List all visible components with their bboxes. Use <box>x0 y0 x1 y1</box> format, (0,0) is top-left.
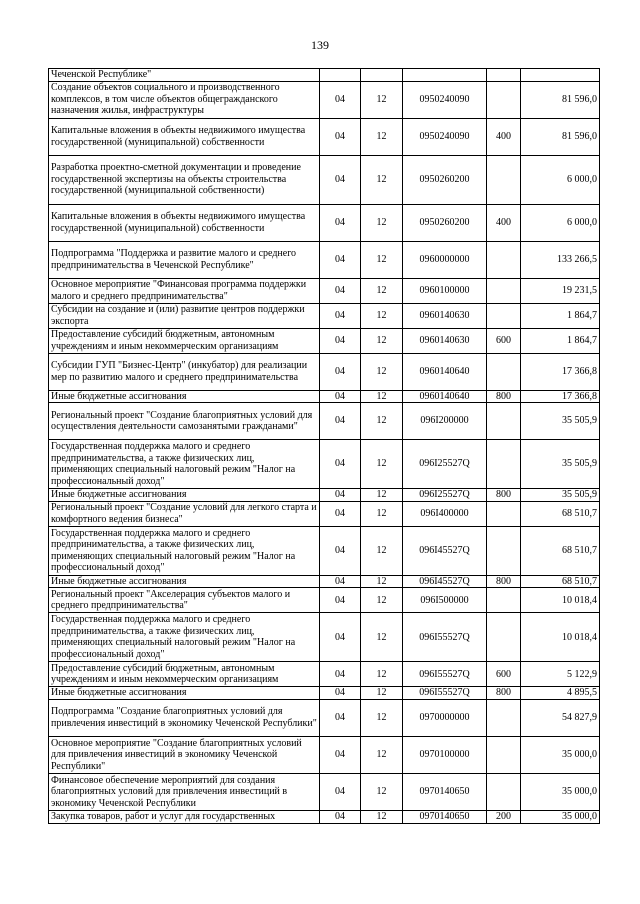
row-section: 04 <box>320 403 361 440</box>
row-name: Государственная поддержка малого и среднего предпринимательства, а также физических лиц, применяющих специальный налоговый режим "Налог на профессиональный доход" <box>49 440 320 489</box>
table-row <box>49 699 600 736</box>
row-expense-type: 800 <box>487 687 521 700</box>
table-row <box>49 662 600 687</box>
row-name: Основное мероприятие "Создание благоприятных условий для привлечения инвестиций в экономику Чеченской Республики" <box>49 736 320 773</box>
row-amount: 35 505,9 <box>521 489 600 502</box>
row-target-article: 096I45527Q <box>403 575 487 588</box>
row-section: 04 <box>320 736 361 773</box>
row-name: Иные бюджетные ассигнования <box>49 390 320 403</box>
table-row <box>49 241 600 278</box>
row-amount: 133 266,5 <box>521 241 600 278</box>
row-name: Подпрограмма "Создание благоприятных условий для привлечения инвестиций в экономику Чеченской Республики" <box>49 699 320 736</box>
row-subsection: 12 <box>361 118 403 155</box>
table-row <box>49 687 600 700</box>
row-subsection: 12 <box>361 575 403 588</box>
row-name: Финансовое обеспечение мероприятий для создания благоприятных условий для привлечения инвестиций в экономику Чеченской Республики <box>49 773 320 810</box>
row-subsection: 12 <box>361 736 403 773</box>
row-amount: 35 000,0 <box>521 773 600 810</box>
row-target-article: 0960140630 <box>403 303 487 328</box>
row-subsection: 12 <box>361 489 403 502</box>
row-expense-type <box>487 440 521 489</box>
row-expense-type <box>487 526 521 575</box>
row-section: 04 <box>320 810 361 823</box>
row-section: 04 <box>320 699 361 736</box>
row-subsection: 12 <box>361 810 403 823</box>
row-amount: 6 000,0 <box>521 155 600 204</box>
row-target-article: 0970100000 <box>403 736 487 773</box>
row-amount: 54 827,9 <box>521 699 600 736</box>
row-target-article: 0950240090 <box>403 81 487 118</box>
row-name: Разработка проектно-сметной документации и проведение государственной экспертизы на объекты строительства государственной (муниципальной собственности) <box>49 155 320 204</box>
row-name: Государственная поддержка малого и среднего предпринимательства, а также физических лиц, применяющих специальный налоговый режим "Налог на профессиональный доход" <box>49 613 320 662</box>
row-target-article: 096I55527Q <box>403 613 487 662</box>
table-row <box>49 810 600 823</box>
row-expense-type <box>487 69 521 82</box>
row-expense-type: 400 <box>487 118 521 155</box>
row-name: Предоставление субсидий бюджетным, автономным учреждениям и иным некоммерческим организациям <box>49 662 320 687</box>
row-name: Государственная поддержка малого и среднего предпринимательства, а также физических лиц, применяющих специальный налоговый режим "Налог на профессиональный доход" <box>49 526 320 575</box>
row-target-article: 096I55527Q <box>403 662 487 687</box>
row-amount: 35 505,9 <box>521 403 600 440</box>
table-row <box>49 390 600 403</box>
row-section <box>320 69 361 82</box>
row-amount <box>521 69 600 82</box>
row-subsection: 12 <box>361 81 403 118</box>
row-amount: 81 596,0 <box>521 81 600 118</box>
row-target-article <box>403 69 487 82</box>
table-row <box>49 155 600 204</box>
row-name: Иные бюджетные ассигнования <box>49 687 320 700</box>
page-number: 139 <box>311 38 329 52</box>
row-section: 04 <box>320 328 361 353</box>
row-amount: 35 505,9 <box>521 440 600 489</box>
row-expense-type: 600 <box>487 328 521 353</box>
table-row <box>49 489 600 502</box>
row-name: Капитальные вложения в объекты недвижимого имущества государственной (муниципальной) собственности <box>49 204 320 241</box>
row-subsection: 12 <box>361 303 403 328</box>
table-row <box>49 403 600 440</box>
row-expense-type <box>487 613 521 662</box>
row-expense-type <box>487 588 521 613</box>
row-section: 04 <box>320 118 361 155</box>
row-subsection: 12 <box>361 353 403 390</box>
row-section: 04 <box>320 575 361 588</box>
row-expense-type <box>487 155 521 204</box>
row-expense-type: 600 <box>487 662 521 687</box>
row-expense-type: 200 <box>487 810 521 823</box>
row-subsection: 12 <box>361 390 403 403</box>
table-row <box>49 588 600 613</box>
table-row <box>49 353 600 390</box>
table-row <box>49 575 600 588</box>
row-target-article: 0970000000 <box>403 699 487 736</box>
table-row <box>49 118 600 155</box>
row-section: 04 <box>320 501 361 526</box>
row-section: 04 <box>320 588 361 613</box>
row-amount: 1 864,7 <box>521 303 600 328</box>
table-row <box>49 736 600 773</box>
row-amount: 17 366,8 <box>521 353 600 390</box>
row-section: 04 <box>320 155 361 204</box>
row-target-article: 0970140650 <box>403 810 487 823</box>
row-subsection: 12 <box>361 155 403 204</box>
row-amount: 1 864,7 <box>521 328 600 353</box>
row-subsection: 12 <box>361 526 403 575</box>
row-expense-type <box>487 303 521 328</box>
row-subsection: 12 <box>361 773 403 810</box>
table-row <box>49 501 600 526</box>
row-target-article: 0970140650 <box>403 773 487 810</box>
row-expense-type: 800 <box>487 575 521 588</box>
row-target-article: 096I200000 <box>403 403 487 440</box>
row-name: Субсидии ГУП "Бизнес-Центр" (инкубатор) для реализации мер по развитию малого и среднего предпринимательства <box>49 353 320 390</box>
row-section: 04 <box>320 81 361 118</box>
row-expense-type <box>487 278 521 303</box>
row-name: Региональный проект "Создание благоприятных условий для осуществления деятельности самозанятыми гражданами" <box>49 403 320 440</box>
row-name: Предоставление субсидий бюджетным, автономным учреждениям и иным некоммерческим организациям <box>49 328 320 353</box>
row-amount: 10 018,4 <box>521 613 600 662</box>
table-row <box>49 440 600 489</box>
row-amount: 35 000,0 <box>521 736 600 773</box>
row-expense-type <box>487 353 521 390</box>
table-row <box>49 81 600 118</box>
table-row <box>49 69 600 82</box>
table-row <box>49 773 600 810</box>
row-target-article: 0960100000 <box>403 278 487 303</box>
budget-table <box>48 68 600 824</box>
table-row <box>49 278 600 303</box>
row-subsection: 12 <box>361 687 403 700</box>
row-section: 04 <box>320 613 361 662</box>
row-section: 04 <box>320 773 361 810</box>
row-section: 04 <box>320 204 361 241</box>
row-target-article: 096I45527Q <box>403 526 487 575</box>
row-amount: 5 122,9 <box>521 662 600 687</box>
row-target-article: 096I25527Q <box>403 440 487 489</box>
row-subsection: 12 <box>361 328 403 353</box>
row-expense-type <box>487 773 521 810</box>
row-amount: 81 596,0 <box>521 118 600 155</box>
row-target-article: 096I500000 <box>403 588 487 613</box>
budget-table-body <box>49 69 600 824</box>
row-amount: 10 018,4 <box>521 588 600 613</box>
row-amount: 68 510,7 <box>521 575 600 588</box>
row-name: Основное мероприятие "Финансовая программа поддержки малого и среднего предпринимательства" <box>49 278 320 303</box>
row-subsection: 12 <box>361 241 403 278</box>
row-section: 04 <box>320 526 361 575</box>
row-expense-type <box>487 403 521 440</box>
row-section: 04 <box>320 241 361 278</box>
row-name: Закупка товаров, работ и услуг для государственных <box>49 810 320 823</box>
row-subsection: 12 <box>361 613 403 662</box>
row-target-article: 0960140630 <box>403 328 487 353</box>
row-section: 04 <box>320 489 361 502</box>
table-row <box>49 526 600 575</box>
row-subsection: 12 <box>361 501 403 526</box>
row-name: Иные бюджетные ассигнования <box>49 489 320 502</box>
row-section: 04 <box>320 440 361 489</box>
row-section: 04 <box>320 353 361 390</box>
row-amount: 35 000,0 <box>521 810 600 823</box>
row-expense-type <box>487 81 521 118</box>
row-section: 04 <box>320 687 361 700</box>
row-amount: 19 231,5 <box>521 278 600 303</box>
row-amount: 68 510,7 <box>521 526 600 575</box>
row-target-article: 0960140640 <box>403 353 487 390</box>
row-section: 04 <box>320 390 361 403</box>
row-name: Иные бюджетные ассигнования <box>49 575 320 588</box>
row-subsection: 12 <box>361 440 403 489</box>
row-target-article: 0960000000 <box>403 241 487 278</box>
row-amount: 6 000,0 <box>521 204 600 241</box>
row-target-article: 096I55527Q <box>403 687 487 700</box>
row-section: 04 <box>320 278 361 303</box>
row-expense-type <box>487 699 521 736</box>
row-expense-type <box>487 736 521 773</box>
row-target-article: 0960140640 <box>403 390 487 403</box>
row-name: Подпрограмма "Поддержка и развитие малого и среднего предпринимательства в Чеченской Республике" <box>49 241 320 278</box>
row-name: Региональный проект "Акселерация субъектов малого и среднего предпринимательства" <box>49 588 320 613</box>
row-name: Капитальные вложения в объекты недвижимого имущества государственной (муниципальной) собственности <box>49 118 320 155</box>
row-name: Региональный проект "Создание условий для легкого старта и комфортного ведения бизнеса" <box>49 501 320 526</box>
row-subsection: 12 <box>361 204 403 241</box>
row-subsection: 12 <box>361 662 403 687</box>
row-expense-type: 400 <box>487 204 521 241</box>
row-amount: 17 366,8 <box>521 390 600 403</box>
row-name: Чеченской Республике" <box>49 69 320 82</box>
table-row <box>49 328 600 353</box>
row-subsection: 12 <box>361 403 403 440</box>
row-subsection: 12 <box>361 278 403 303</box>
row-target-article: 0950260200 <box>403 204 487 241</box>
row-target-article: 096I25527Q <box>403 489 487 502</box>
table-row <box>49 613 600 662</box>
row-amount: 4 895,5 <box>521 687 600 700</box>
row-target-article: 0950260200 <box>403 155 487 204</box>
row-expense-type <box>487 501 521 526</box>
row-name: Создание объектов социального и производственного комплексов, в том числе объектов общегражданского назначения жилья, инфраструктуры <box>49 81 320 118</box>
row-section: 04 <box>320 662 361 687</box>
row-expense-type: 800 <box>487 489 521 502</box>
row-amount: 68 510,7 <box>521 501 600 526</box>
row-expense-type <box>487 241 521 278</box>
row-subsection: 12 <box>361 699 403 736</box>
row-subsection: 12 <box>361 588 403 613</box>
table-row <box>49 204 600 241</box>
row-target-article: 0950240090 <box>403 118 487 155</box>
row-subsection <box>361 69 403 82</box>
row-target-article: 096I400000 <box>403 501 487 526</box>
row-section: 04 <box>320 303 361 328</box>
row-name: Субсидии на создание и (или) развитие центров поддержки экспорта <box>49 303 320 328</box>
row-expense-type: 800 <box>487 390 521 403</box>
table-row <box>49 303 600 328</box>
